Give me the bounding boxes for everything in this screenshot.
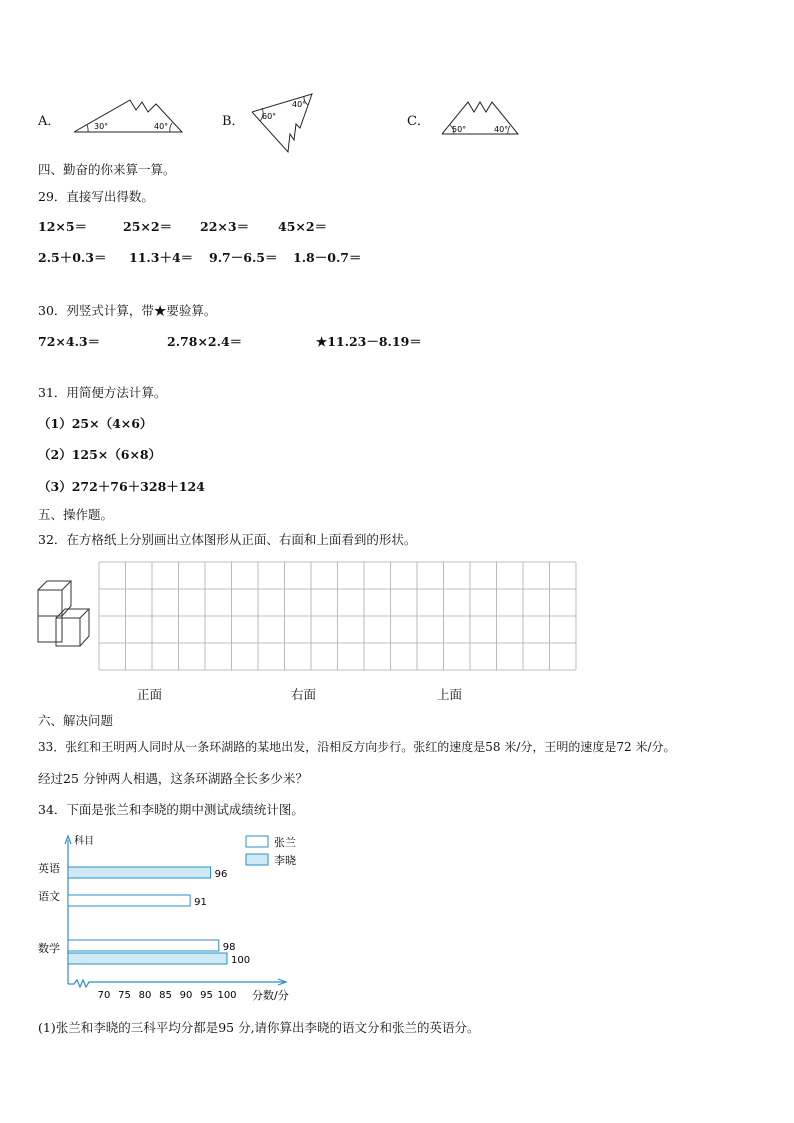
bar-value-label: 96 [214,869,228,880]
x-tick-label: 70 [97,990,111,1001]
y-axis-label: 科目 [74,836,94,847]
q31-item: （1）25×（4×6） [38,416,153,431]
q30-item: 72×4.3＝ [38,334,101,349]
q29-item: 25×2＝ [123,219,173,234]
view-label-right: 右面 [291,687,317,702]
q29-item: 11.3＋4＝ [129,250,194,265]
q30-item: ★11.23－8.19＝ [316,334,422,349]
legend-swatch [246,854,268,865]
q31-title: 31．用简便方法计算。 [38,385,167,400]
q33-line1: 33．张红和王明两人同时从一条环湖路的某地出发，沿相反方向步行。张红的速度是58 米/分，王明的速度是72 米/分。 [38,740,676,754]
option-b-angle1: 60° [262,112,277,121]
q30-item: 2.78×2.4＝ [167,334,243,349]
option-a-angle2: 40° [154,122,169,131]
legend-swatch [246,836,268,847]
bar-李晓 [68,867,211,878]
option-c-label: C． [407,114,430,129]
category-label: 英语 [38,862,60,875]
bar-value-label: 98 [222,942,236,953]
q32-title: 32．在方格纸上分别画出立体图形从正面、右面和上面看到的形状。 [38,532,417,547]
q34-sub1: (1)张兰和李晓的三科平均分都是95 分,请你算出李晓的语文分和张兰的英语分。 [38,1020,480,1035]
legend-label: 张兰 [274,836,296,849]
q29-item: 2.5＋0.3＝ [38,250,107,265]
x-tick-label: 80 [138,990,152,1001]
q34-title: 34．下面是张兰和李晓的期中测试成绩统计图。 [38,802,304,817]
x-tick-label: 90 [179,990,193,1001]
score-bar-chart [34,826,334,1006]
option-b-label: B． [222,114,245,129]
q29-item: 9.7－6.5＝ [209,250,278,265]
bar-张兰 [68,895,190,906]
option-a-label: A． [38,114,61,129]
x-tick-label: 95 [200,990,213,1001]
q29-title: 29．直接写出得数。 [38,189,154,204]
bar-李晓 [68,953,227,964]
category-label: 数学 [38,942,60,955]
section4-heading: 四、勤奋的你来算一算。 [38,162,176,177]
x-tick-label: 85 [159,990,172,1001]
x-tick-label: 100 [217,990,237,1001]
option-b-triangle [248,90,318,156]
x-axis-label: 分数/分 [252,989,289,1002]
bar-value-label: 91 [194,897,207,908]
x-axis [68,980,286,987]
view-label-top: 上面 [437,687,463,702]
q30-title: 30．列竖式计算，带★要验算。 [38,303,217,318]
section6-heading: 六、解决问题 [38,713,114,728]
q29-item: 22×3＝ [200,219,250,234]
section5-heading: 五、操作题。 [38,507,114,522]
option-a-angle1: 30° [94,122,109,131]
option-b-angle2: 40° [292,100,307,109]
option-c-angle2: 40° [494,125,509,134]
grid-paper [98,561,580,671]
q31-item: （2）125×（6×8） [38,447,162,462]
legend-label: 李晓 [274,854,296,867]
q29-item: 45×2＝ [278,219,328,234]
option-c-triangle [438,96,522,138]
view-label-front: 正面 [137,687,163,702]
cube-solid-figure [36,576,102,652]
q29-item: 12×5＝ [38,219,88,234]
q29-item: 1.8－0.7＝ [293,250,362,265]
q33-line2: 经过25 分钟两人相遇，这条环湖路全长多少米？ [38,771,308,786]
option-a-triangle [70,96,188,136]
option-c-angle1: 50° [452,125,467,134]
x-tick-label: 75 [118,990,131,1001]
bar-value-label: 100 [231,955,251,966]
bar-张兰 [68,940,219,951]
q31-item: （3）272＋76＋328＋124 [38,479,205,494]
category-label: 语文 [38,890,60,903]
